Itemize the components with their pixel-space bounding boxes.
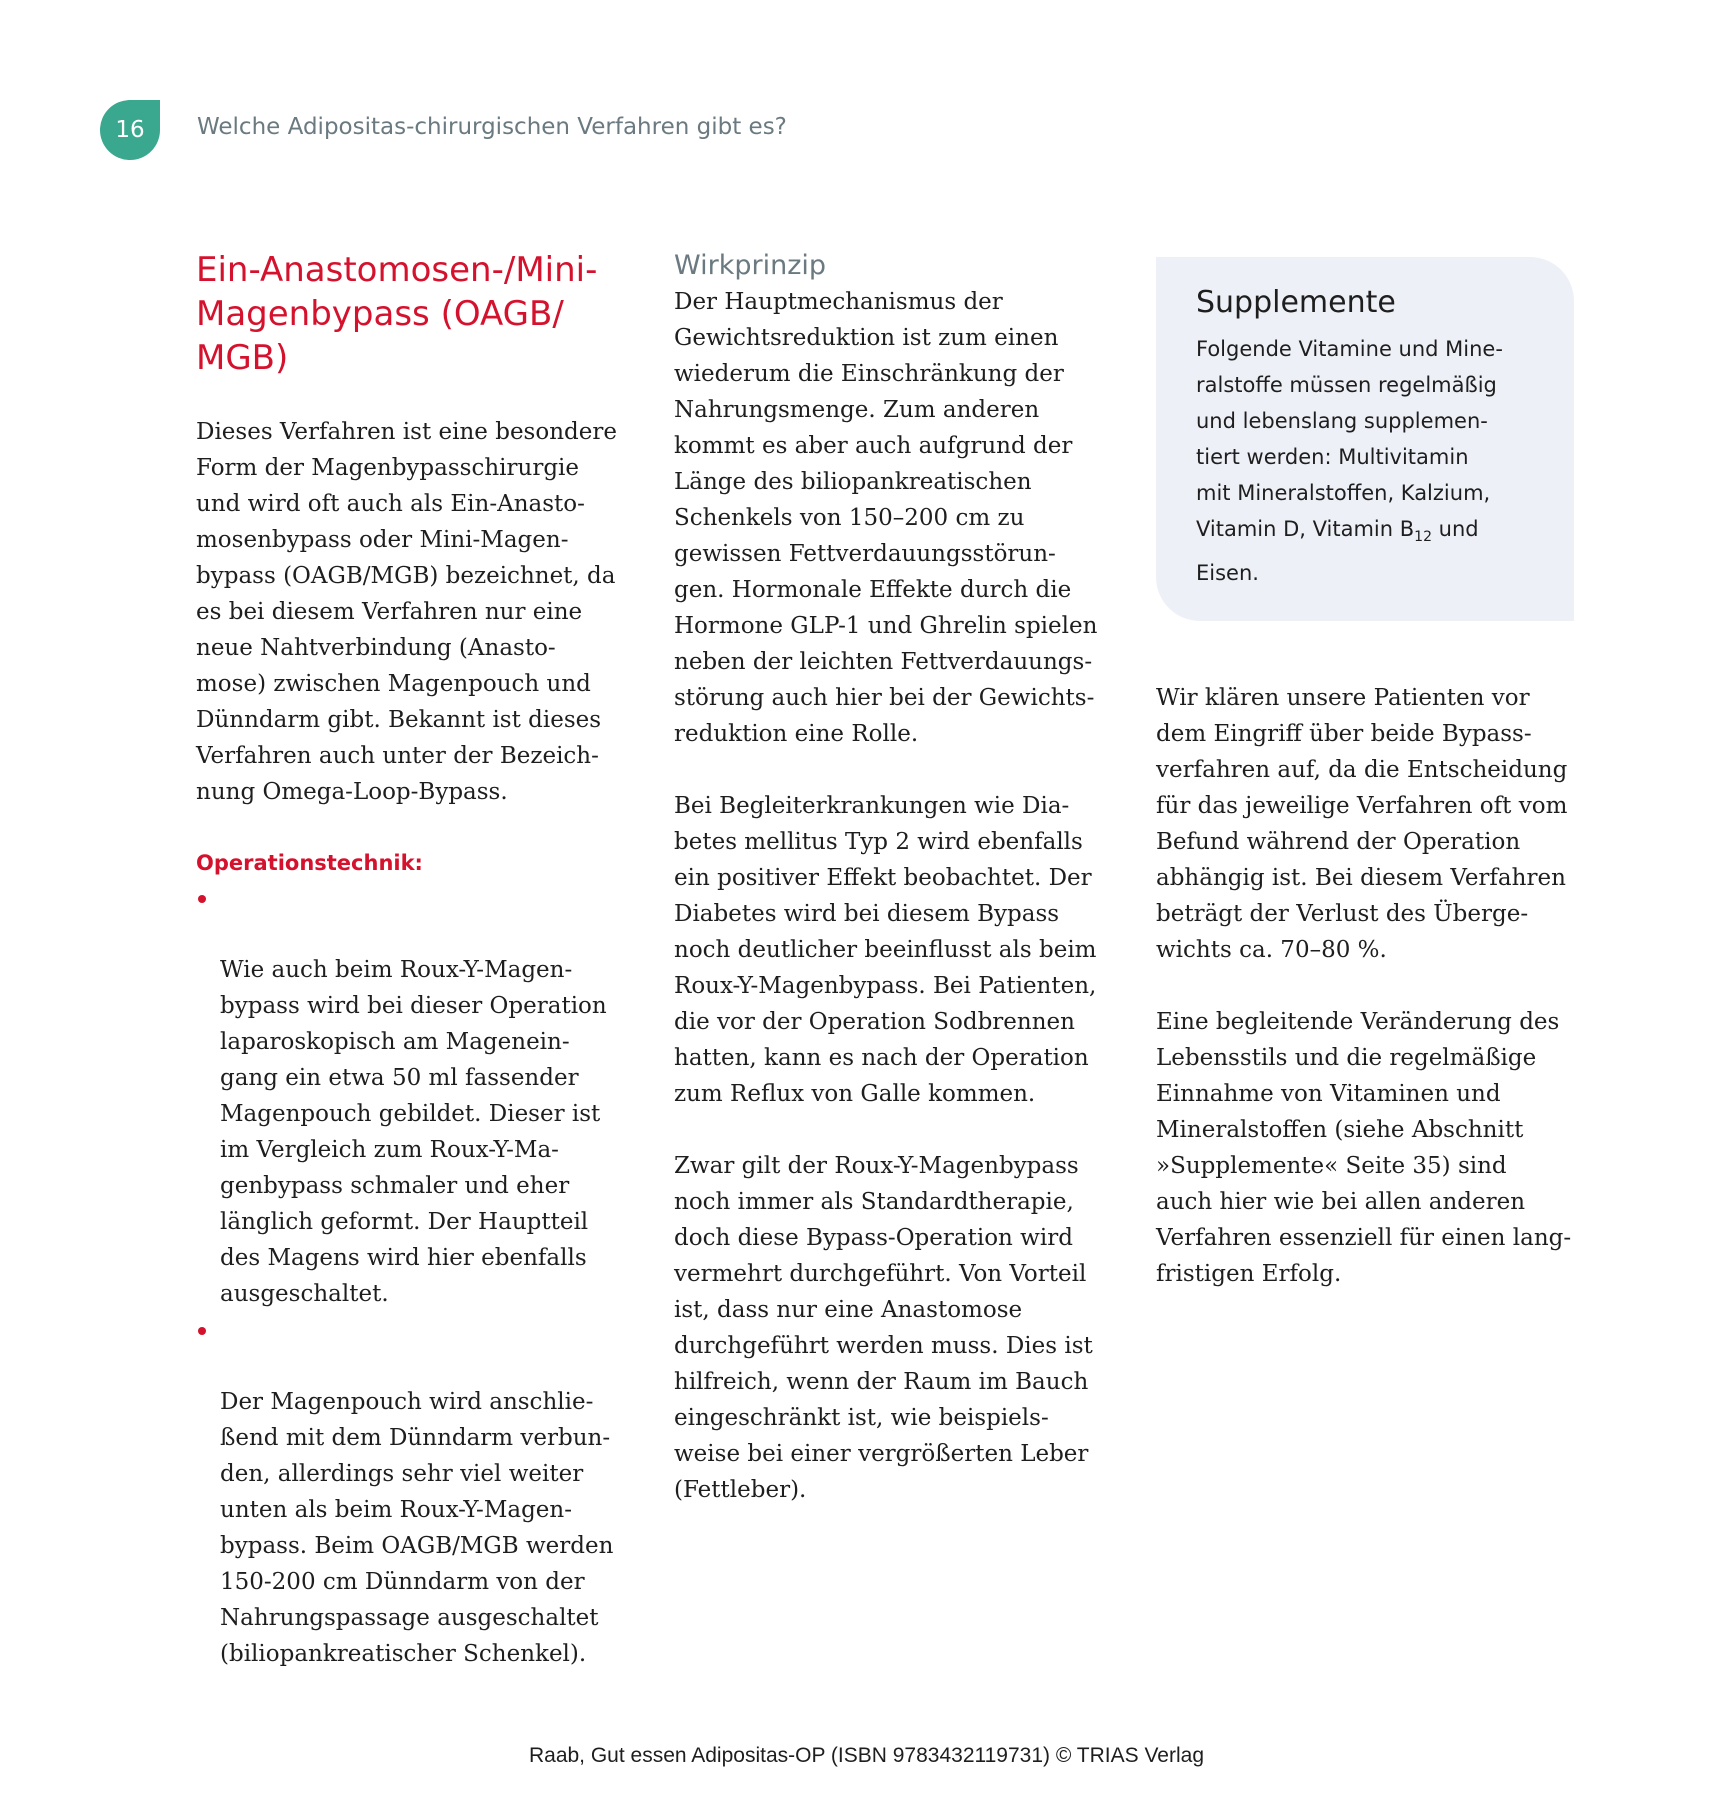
bullet-dot-icon xyxy=(198,1327,206,1335)
bullet-dot-icon xyxy=(198,895,206,903)
operation-technique-heading: Operationstechnik: xyxy=(196,851,423,875)
list-item-text: Der Magenpouch wird anschlie- ßend mit dem Dünndarm verbun- den, allerdings sehr viel weiter unten als beim Roux-Y-Magen- bypass. Beim OAGB/MGB werden 150-200 cm Dünndarm von der Nahrungspassage ausgeschaltet (biliopankreatischer Schenkel). xyxy=(220,1389,614,1667)
list-item xyxy=(196,1312,626,1672)
column-1 xyxy=(196,248,626,1672)
intro-paragraph: Dieses Verfahren ist eine besondere Form der Magenbypasschirurgie und wird oft auch als Ein-Anasto- mosenbypass oder Mini-Magen- bypass (OAGB/MGB) bezeichnet, da es bei diesem Verfahren nur eine neue Nahtverbindung (Anasto- mose) zwischen Magenpouch und Dünndarm gibt. Bekannt ist dieses Verfahren auch unter der Bezeich- nung Omega-Loop-Bypass. xyxy=(196,419,617,805)
paragraph: Wir klären unsere Patienten vor dem Eingriff über beide Bypass- verfahren auf, da die Entscheidung für das jeweilige Verfahren oft vom Befund während der Operation abhängig ist. Bei diesem Verfahren beträgt der Verlust des Überge- wichts ca. 70–80 %. xyxy=(1156,685,1568,963)
paragraph: Zwar gilt der Roux-Y-Magenbypass noch immer als Standardtherapie, doch diese Bypass-Operation wird vermehrt durchgeführt. Von Vorteil ist, dass nur eine Anastomose durchgeführt werden muss. Dies ist hilfreich, wenn der Raum im Bauch eingeschränkt ist, wie beispiels- weise bei einer vergrößerten Leber (Fettleber). xyxy=(674,1153,1093,1503)
supplement-text-end: und Eisen. xyxy=(1196,517,1479,586)
page-number: 16 xyxy=(115,117,145,143)
paragraph: Eine begleitende Veränderung des Lebensstils und die regelmäßige Einnahme von Vitaminen und Mineralstoffen (siehe Abschnitt »Supplemente« Seite 35) sind auch hier wie bei allen anderen Verfahren essenziell für einen lang- fristigen Erfolg. xyxy=(1156,1009,1572,1287)
column-3 xyxy=(1156,680,1586,1328)
supplement-info-box xyxy=(1156,257,1574,621)
paragraph: Bei Begleiterkrankungen wie Dia- betes mellitus Typ 2 wird ebenfalls ein positiver Effekt beobachtet. Der Diabetes wird bei diesem Bypass noch deutlicher beeinflusst als beim Roux-Y-Magenbypass. Bei Patienten, die vor der Operation Sodbrennen hatten, kann es nach der Operation zum Reflux von Galle kommen. xyxy=(674,793,1097,1107)
running-title: Welche Adipositas-chirurgischen Verfahren gibt es? xyxy=(197,114,787,140)
main-heading: Ein-Anastomosen-/Mini- Magenbypass (OAGB/ MGB) xyxy=(196,250,598,378)
list-item xyxy=(196,880,626,1312)
supplement-box-text xyxy=(1196,331,1536,591)
page-number-badge xyxy=(100,100,160,160)
paragraph: Der Hauptmechanismus der Gewichtsreduktion ist zum einen wiederum die Einschränkung der Nahrungsmenge. Zum anderen kommt es aber auch aufgrund der Länge des biliopankreatischen Schenkels von 150–200 cm zu gewissen Fettverdauungsstörun- gen. Hormonale Effekte durch die Hormone GLP-1 und Ghrelin spielen neben der leichten Fettverdauungs- störung auch hier bei der Gewichts- reduktion eine Rolle. xyxy=(674,289,1098,747)
supplement-text-main: Folgende Vitamine und Mine- ralstoffe müssen regelmäßig und lebenslang supplemen- tiert werden: Multivitamin mit Mineralstoffen, Kalzium, Vitamin D, Vitamin B xyxy=(1196,337,1503,541)
list-item-text: Wie auch beim Roux-Y-Magen- bypass wird bei dieser Operation laparoskopisch am Magenein- gang ein etwa 50 ml fassender Magenpouch gebildet. Dieser ist im Vergleich zum Roux-Y-Ma- genbypass schmaler und eher länglich geformt. Der Hauptteil des Magens wird hier ebenfalls ausgeschaltet. xyxy=(220,957,607,1307)
vitamin-b12-subscript: 12 xyxy=(1414,529,1432,546)
column-2 xyxy=(674,248,1112,1544)
supplement-box-title: Supplemente xyxy=(1196,285,1396,320)
copyright-footer: Raab, Gut essen Adipositas-OP (ISBN 9783432119731) © TRIAS Verlag xyxy=(528,1744,1205,1767)
operation-technique-list xyxy=(196,880,626,1672)
wirkprinzip-heading: Wirkprinzip xyxy=(674,250,827,281)
